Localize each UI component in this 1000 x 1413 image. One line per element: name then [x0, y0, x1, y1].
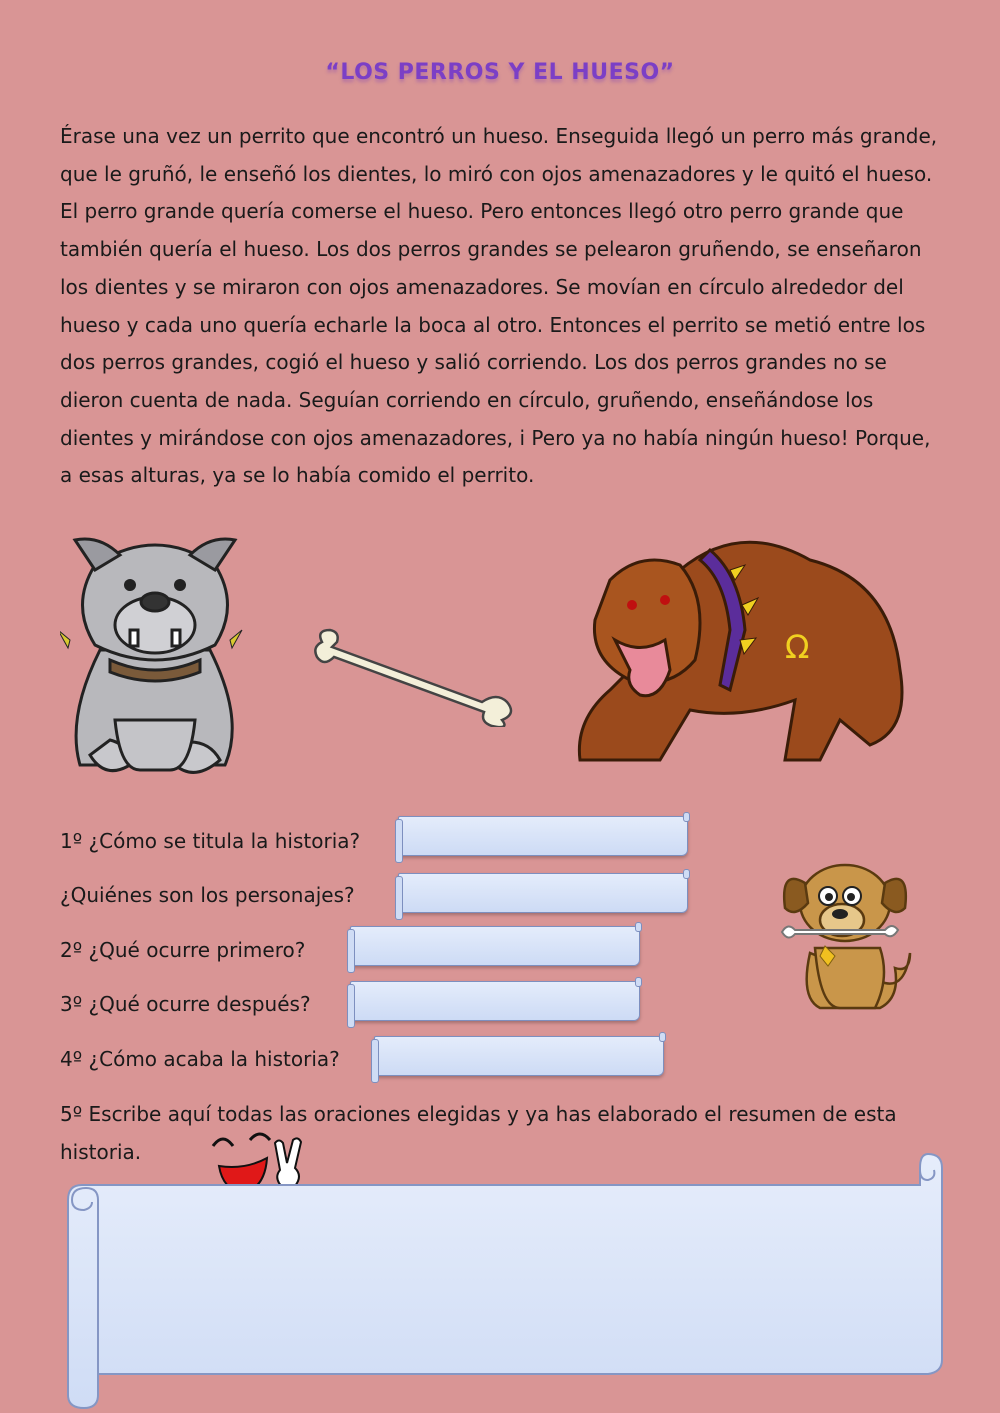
answer-box-1[interactable]	[398, 816, 688, 856]
question-1-label: 1º ¿Cómo se titula la historia?	[60, 829, 361, 853]
story-text: Érase una vez un perrito que encontró un hueso. Enseguida llegó un perro más grande, que le gruñó, le enseñó los dientes, lo miró con ojos amenazadores y le quitó el hueso. El perro grande quería comerse el hueso. Pero entonces llegó otro perro grande que también quería el hueso. Los dos perros grandes se pelearon gruñendo, se enseñaron los dientes y se miraron con ojos amenazadores. Se movían en círculo alrededor del hueso y cada uno quería echarle la boca al otro. Entonces el perrito se metió entre los dos perros grandes, cogió el hueso y salió corriendo. Los dos perros grandes no se dieron cuenta de nada. Seguían corriendo en círculo, gruñendo, enseñándose los dientes y mirándose con ojos amenazadores, i Pero ya no había ningún hueso! Porque, a esas alturas, ya se lo había comido el perrito.	[60, 124, 938, 488]
answer-box-3[interactable]	[350, 981, 640, 1021]
question-2-label: 2º ¿Qué ocurre primero?	[60, 938, 306, 962]
answer-box-4[interactable]	[374, 1036, 664, 1076]
summary-answer-box[interactable]	[62, 1150, 944, 1412]
question-4-label: 4º ¿Cómo acaba la historia?	[60, 1047, 340, 1071]
question-3-label: 3º ¿Qué ocurre después?	[60, 992, 311, 1016]
answer-box-2[interactable]	[350, 926, 640, 966]
question-5-label: 5º Escribe aquí todas las oraciones elegidas y ya has elaborado el resumen de esta historia.	[60, 1102, 897, 1164]
page-title: “LOS PERROS Y EL HUESO”	[325, 60, 675, 85]
puppy-with-bone-illustration	[780, 858, 915, 1013]
collar-omega-symbol: Ω	[785, 628, 810, 666]
grey-bulldog-illustration	[60, 530, 250, 785]
brown-bulldog-illustration	[570, 520, 920, 775]
bone-illustration	[312, 622, 517, 727]
question-characters-label: ¿Quiénes son los personajes?	[60, 883, 355, 907]
answer-box-characters[interactable]	[398, 873, 688, 913]
